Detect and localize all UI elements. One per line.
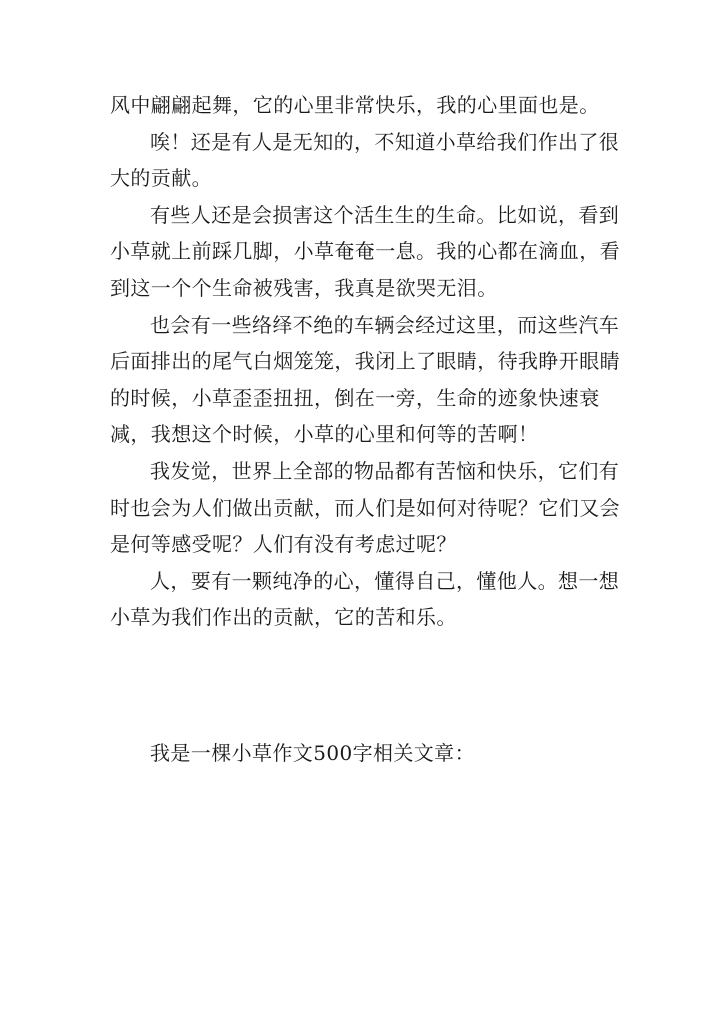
- related-articles-heading: 我是一棵小草作文500字相关文章：: [150, 741, 475, 765]
- paragraph-conclusion: 人，要有一颗纯净的心，懂得自己，懂他人。想一想小草为我们作出的贡献，它的苦和乐。: [110, 568, 620, 630]
- paragraph-reflection: 我发觉，世界上全部的物品都有苦恼和快乐，它们有时也会为人们做出贡献，而人们是如何对待呢？它们又会是何等感受呢？人们有没有考虑过呢？: [110, 458, 620, 557]
- paragraph-sigh: 唉！还是有人是无知的，不知道小草给我们作出了很大的贡献。: [110, 129, 620, 191]
- paragraph-vehicles: 也会有一些络绎不绝的车辆会经过这里，而这些汽车后面排出的尾气白烟笼笼，我闭上了眼睛，待我睁开眼睛的时候，小草歪歪扭扭，倒在一旁，生命的迹象快速衰减，我想这个时候，小草的心里和何等的苦啊！: [110, 312, 620, 447]
- paragraph-continuation: 风中翩翩起舞，它的心里非常快乐，我的心里面也是。: [110, 93, 600, 117]
- paragraph-harm: 有些人还是会损害这个活生生的生命。比如说，看到小草就上前踩几脚，小草奄奄一息。我的心都在滴血，看到这一个个生命被残害，我真是欲哭无泪。: [110, 202, 620, 300]
- article-body: [110, 87, 620, 636]
